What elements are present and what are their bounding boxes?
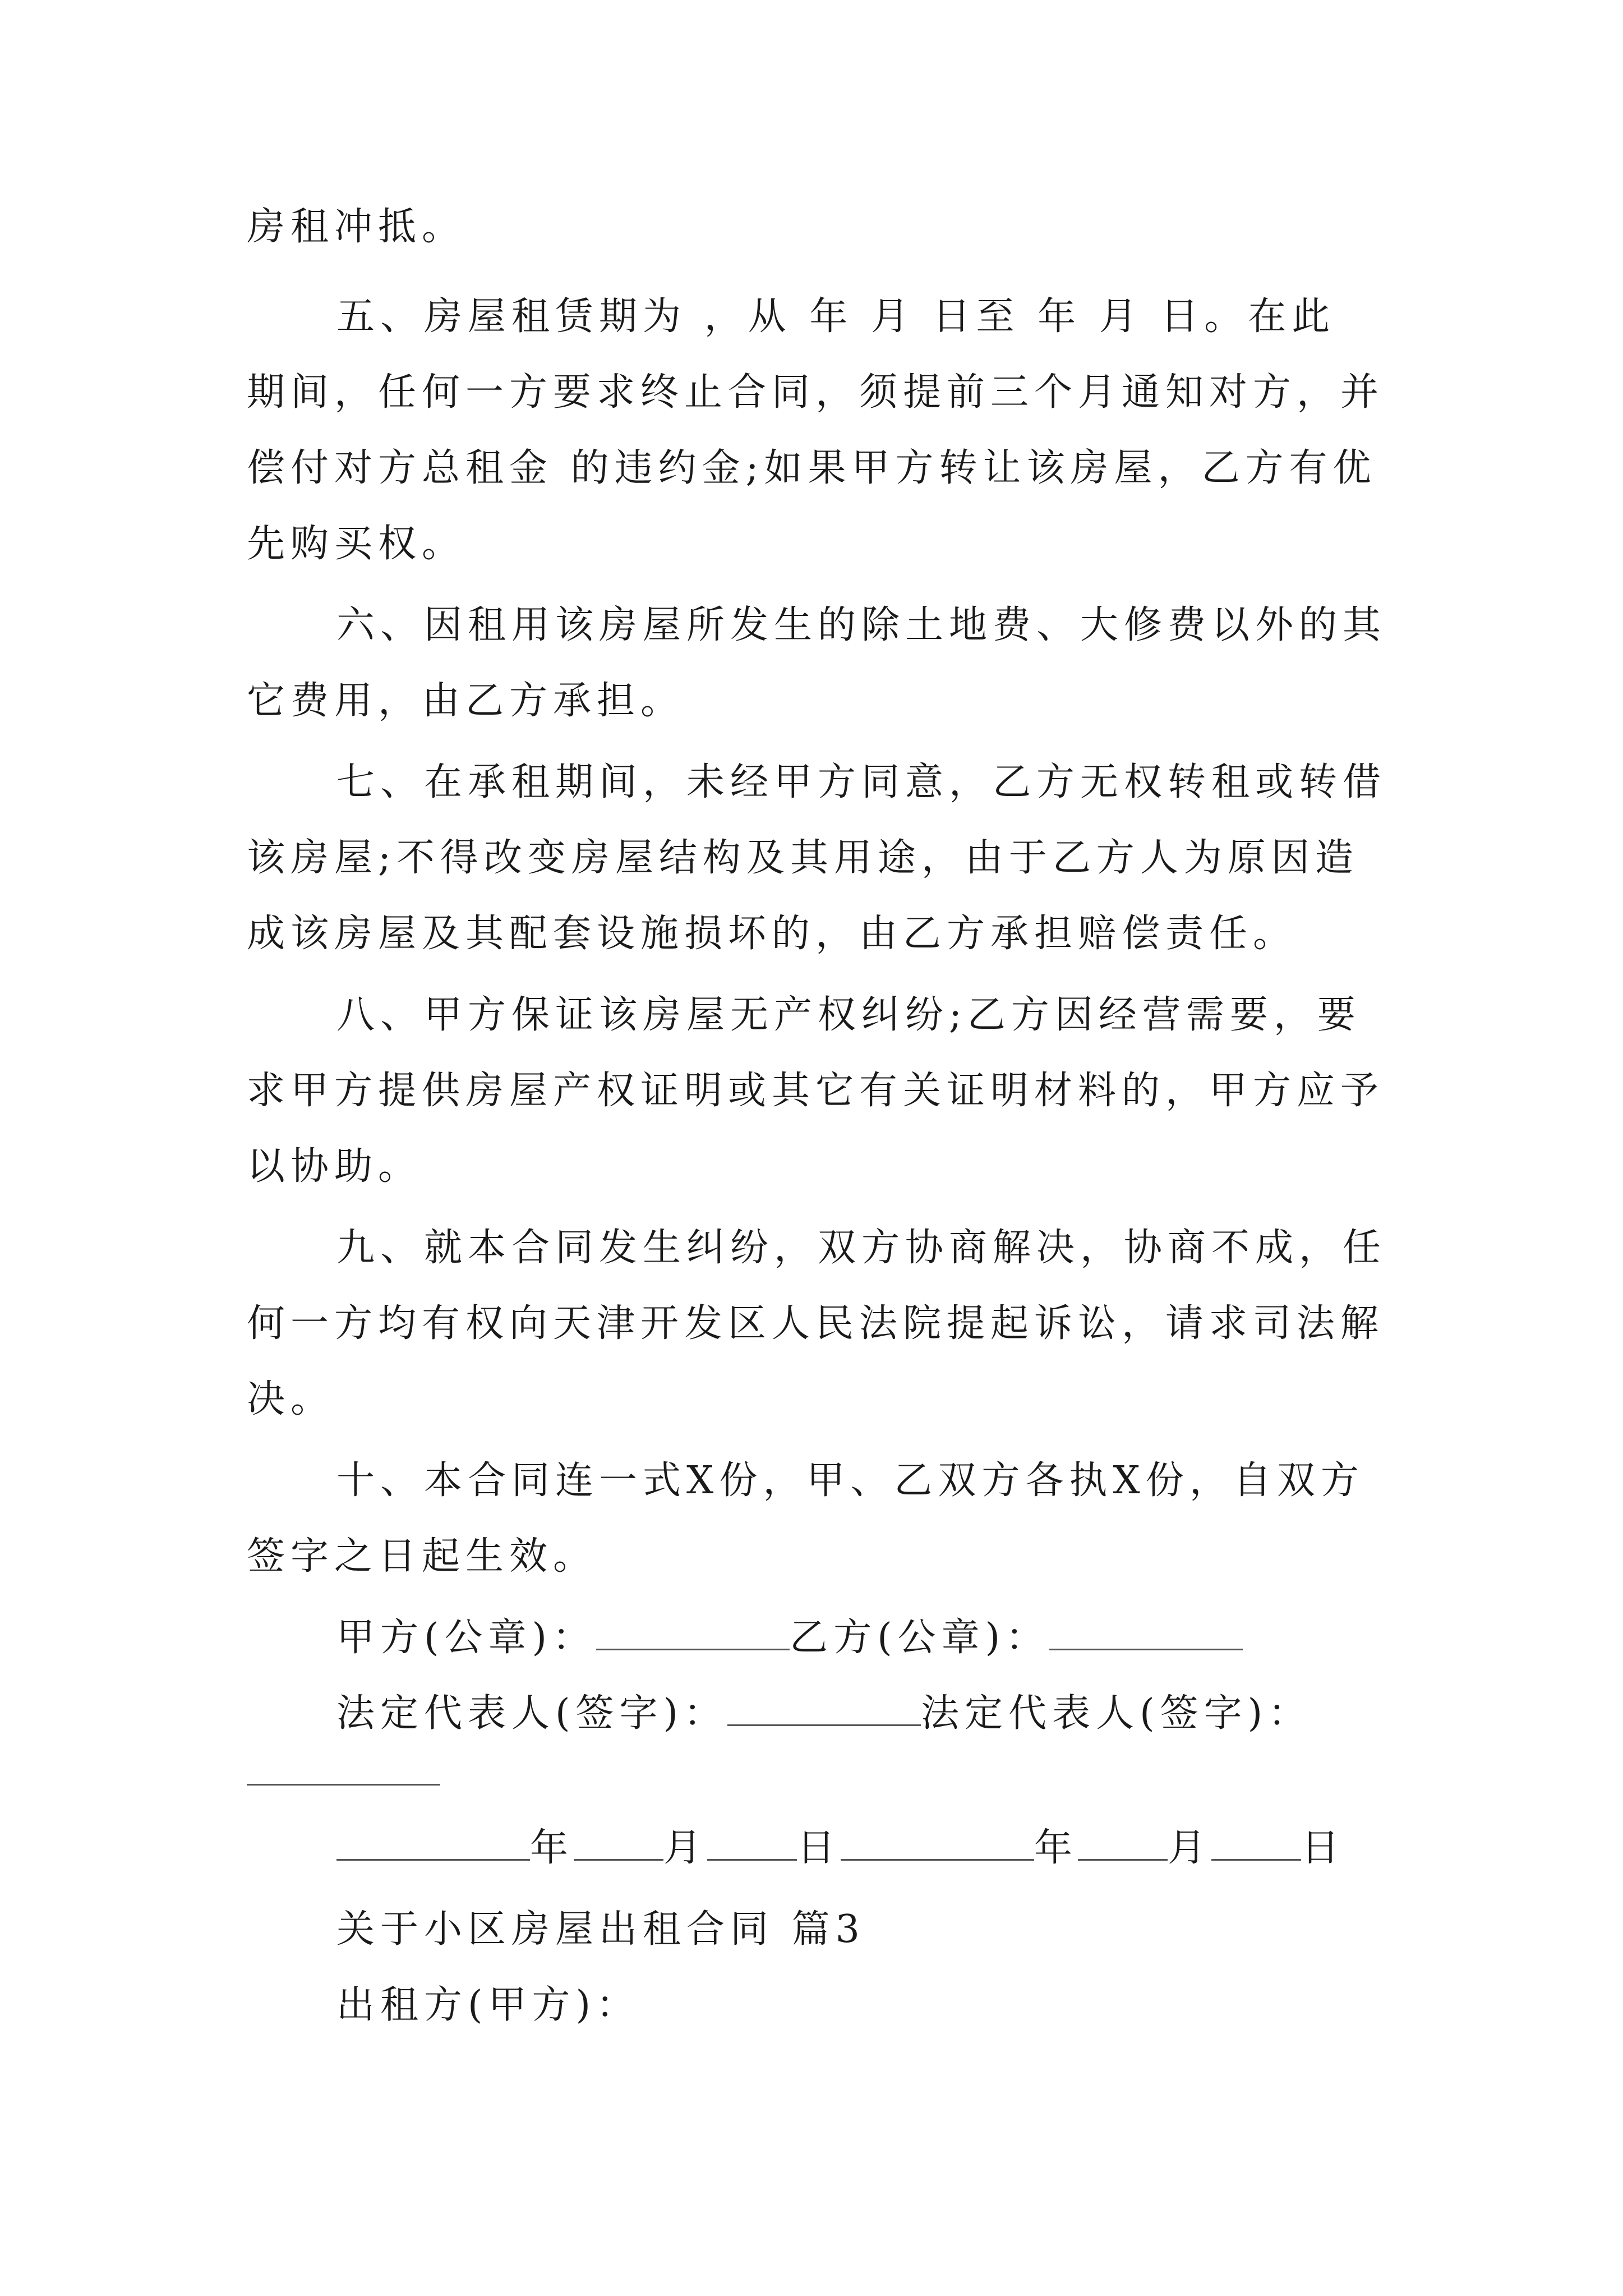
- date-a-day-blank: [707, 1826, 797, 1861]
- date-b-day-label: 日: [1301, 1826, 1345, 1870]
- party-a-seal-label: 甲方(公章)：: [336, 1616, 597, 1660]
- clause-9-line-3: 决。: [247, 1377, 335, 1421]
- party-a-seal-blank: [596, 1616, 790, 1650]
- date-a-month-label: 月: [663, 1826, 708, 1870]
- clause-5-line-4: 先购买权。: [247, 522, 466, 566]
- clause-10-line-1: 十、本合同连一式X份，甲、乙双方各执X份，自双方: [336, 1458, 1364, 1503]
- date-b-year-blank: [841, 1826, 1034, 1861]
- clause-7-line-1: 七、在承租期间，未经甲方同意，乙方无权转租或转借: [336, 760, 1387, 804]
- clause-10-line-2: 签字之日起生效。: [247, 1534, 597, 1579]
- party-b-rep-blank: [247, 1784, 440, 1786]
- clause-7-line-2: 该房屋;不得改变房屋结构及其用途，由于乙方人为原因造: [247, 836, 1359, 880]
- date-a-month-blank: [574, 1826, 663, 1861]
- date-b-day-blank: [1211, 1826, 1301, 1861]
- date-a-year-label: 年: [530, 1826, 574, 1870]
- paragraph-4-tail: 房租冲抵。: [247, 205, 466, 249]
- clause-6-line-2: 它费用，由乙方承担。: [247, 679, 685, 723]
- date-a-day-label: 日: [797, 1826, 841, 1870]
- signature-seal-row: [336, 1616, 1243, 1660]
- clause-8-line-2: 求甲方提供房屋产权证明或其它有关证明材料的，甲方应予: [247, 1069, 1385, 1113]
- date-b-month-label: 月: [1168, 1826, 1212, 1870]
- clause-5-line-3: 偿付对方总租金 的违约金;如果甲方转让该房屋，乙方有优: [247, 446, 1377, 490]
- clause-8-line-1: 八、甲方保证该房屋无产权纠纷;乙方因经营需要，要: [336, 993, 1361, 1037]
- section-heading: 关于小区房屋出租合同 篇3: [336, 1907, 865, 1952]
- signature-rep-row: [336, 1691, 1312, 1736]
- party-a-rep-blank: [727, 1692, 921, 1726]
- lessor-label: 出租方(甲方)：: [336, 1983, 640, 2027]
- clause-8-line-3: 以协助。: [247, 1144, 422, 1189]
- date-b-year-label: 年: [1034, 1826, 1078, 1870]
- clause-5-line-2: 期间，任何一方要求终止合同，须提前三个月通知对方，并: [247, 370, 1385, 415]
- party-b-seal-blank: [1049, 1616, 1243, 1650]
- party-a-rep-label: 法定代表人(签字)：: [336, 1691, 728, 1736]
- clause-9-line-1: 九、就本合同发生纠纷，双方协商解决，协商不成，任: [336, 1226, 1387, 1270]
- date-a-year-blank: [336, 1826, 530, 1861]
- clause-6-line-1: 六、因租用该房屋所发生的除土地费、大修费以外的其: [336, 603, 1387, 647]
- signature-date-row: [336, 1826, 1345, 1871]
- date-b-month-blank: [1078, 1826, 1168, 1861]
- clause-7-line-3: 成该房屋及其配套设施损坏的，由乙方承担赔偿责任。: [247, 912, 1297, 956]
- clause-5-line-1: 五、房屋租赁期为 ，从 年 月 日至 年 月 日。在此: [336, 295, 1336, 339]
- party-b-rep-label: 法定代表人(签字)：: [921, 1691, 1312, 1736]
- party-b-seal-label: 乙方(公章)：: [790, 1616, 1050, 1660]
- clause-9-line-2: 何一方均有权向天津开发区人民法院提起诉讼，请求司法解: [247, 1301, 1385, 1346]
